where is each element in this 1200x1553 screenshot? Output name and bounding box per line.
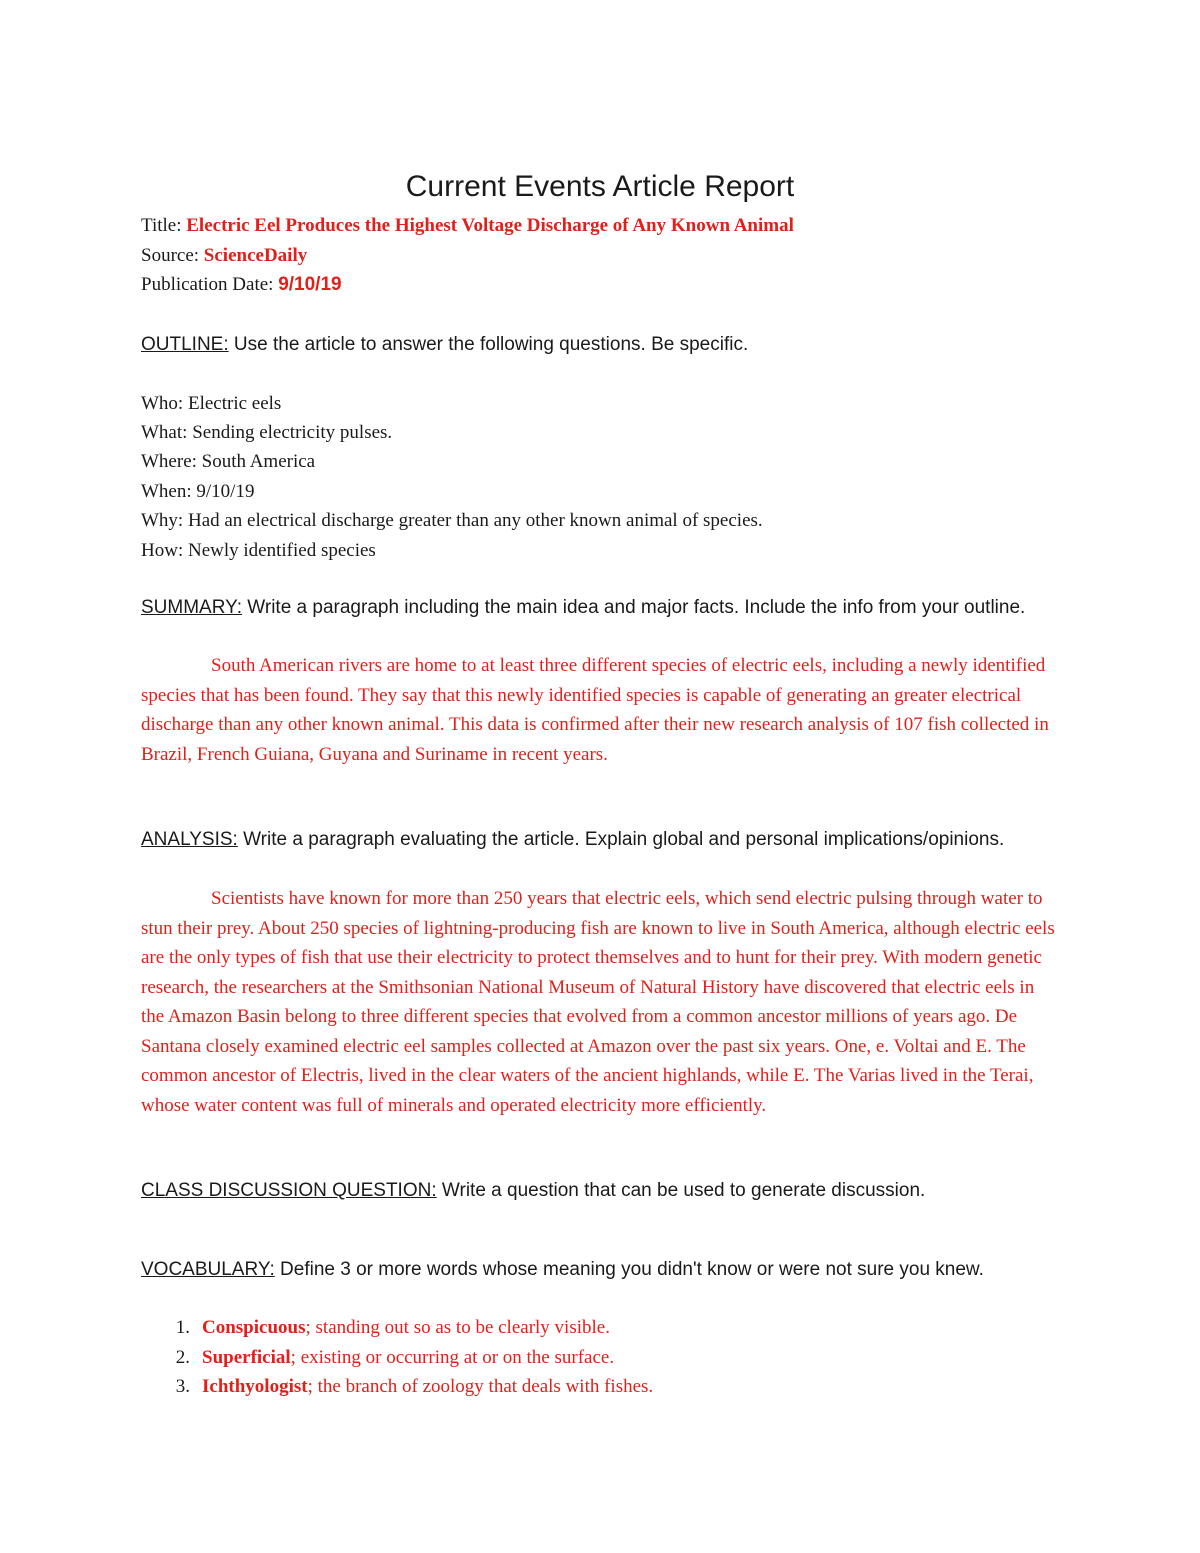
analysis-paragraph: Scientists have known for more than 250 years that electric eels, which send electric pulsing through water to stun their prey. About 250 species of lightning-producing fish are known to live in South America, although electric eels are the only types of fish that use their electricity to protect themselves and to hunt for their prey. With modern genetic research, the researchers at the Smithsonian National Museum of Natural History have discovered that electric eels in the Amazon Basin belong to three different species that evolved from a common ancestor millions of years ago. De Santana closely examined electric eel samples collected at Amazon over the past six years. One, e. Voltai and E. The common ancestor of Electris, lived in the clear waters of the ancient highlands, while E. The Varias lived in the Terai, whose water content was full of minerals and operated electricity more efficiently. [141,888,1055,1116]
source-line [141,245,307,267]
analysis-instruction: Write a paragraph evaluating the article. Explain global and personal implications/opinions. [237,829,1005,850]
analysis-heading [141,829,1004,851]
vocab-number: 3. [175,1376,190,1397]
publication-date-label: Publication Date: [141,274,274,295]
analysis-label: ANALYSIS: [141,829,238,850]
discussion-instruction: Write a question that can be used to generate discussion. [436,1180,926,1201]
outline-item-value: Had an electrical discharge greater than any other known animal of species. [183,510,763,531]
outline-item-what [141,422,392,444]
outline-instruction: Use the article to answer the following questions. Be specific. [228,334,749,355]
vocab-term: Ichthyologist [202,1376,308,1397]
publication-date-line [141,274,342,296]
outline-item-label: How: [141,540,184,561]
outline-heading [141,334,748,356]
article-title-label: Title: [141,215,182,236]
outline-item-value: Electric eels [183,393,282,414]
vocabulary-instruction: Define 3 or more words whose meaning you didn't know or were not sure you knew. [274,1259,984,1280]
page-title: Current Events Article Report [405,170,795,203]
source-label: Source: [141,245,200,266]
summary-paragraph: South American rivers are home to at least three different species of electric eels, including a newly identified species that has been found. They say that this newly identified species is capable of generating an greater electrical discharge than any other known animal. This data is confirmed after their new research analysis of 107 fish collected in Brazil, French Guiana, Guyana and Suriname in recent years. [141,655,1049,765]
article-title-line [141,215,794,237]
outline-item-label: Where: [141,451,197,472]
outline-label: OUTLINE: [141,334,229,355]
outline-item-value: Sending electricity pulses. [187,422,393,443]
vocab-definition: ; existing or occurring at or on the surface. [290,1347,615,1368]
publication-date-value: 9/10/19 [278,274,342,295]
vocab-item [120,1317,610,1339]
outline-item-label: Why: [141,510,184,531]
article-title-value: Electric Eel Produces the Highest Voltage Discharge of Any Known Animal [186,215,794,236]
vocab-term: Superficial [202,1347,291,1368]
vocabulary-heading [141,1259,984,1281]
outline-item-when [141,481,254,503]
outline-item-who [141,393,281,415]
outline-item-value: Newly identified species [183,540,376,561]
summary-heading [141,597,1025,619]
vocab-item [120,1376,653,1398]
outline-item-where [141,451,315,473]
vocabulary-label: VOCABULARY: [141,1259,275,1280]
vocab-term: Conspicuous [202,1317,306,1338]
vocab-definition: ; standing out so as to be clearly visible. [305,1317,610,1338]
vocab-number: 2. [175,1347,190,1368]
outline-item-label: What: [141,422,188,443]
source-value: ScienceDaily [203,245,308,266]
outline-item-value: South America [196,451,316,472]
vocab-item [120,1347,614,1369]
summary-instruction: Write a paragraph including the main idea and major facts. Include the info from your outline. [242,597,1026,618]
outline-item-label: Who: [141,393,184,414]
outline-item-why [141,510,763,532]
outline-item-label: When: [141,481,192,502]
vocab-definition: ; the branch of zoology that deals with fishes. [307,1376,654,1397]
discussion-heading [141,1180,925,1202]
discussion-label: CLASS DISCUSSION QUESTION: [141,1180,437,1201]
outline-item-value: 9/10/19 [191,481,255,502]
summary-label: SUMMARY: [141,597,243,618]
vocab-number: 1. [175,1317,190,1338]
outline-item-how [141,540,376,562]
